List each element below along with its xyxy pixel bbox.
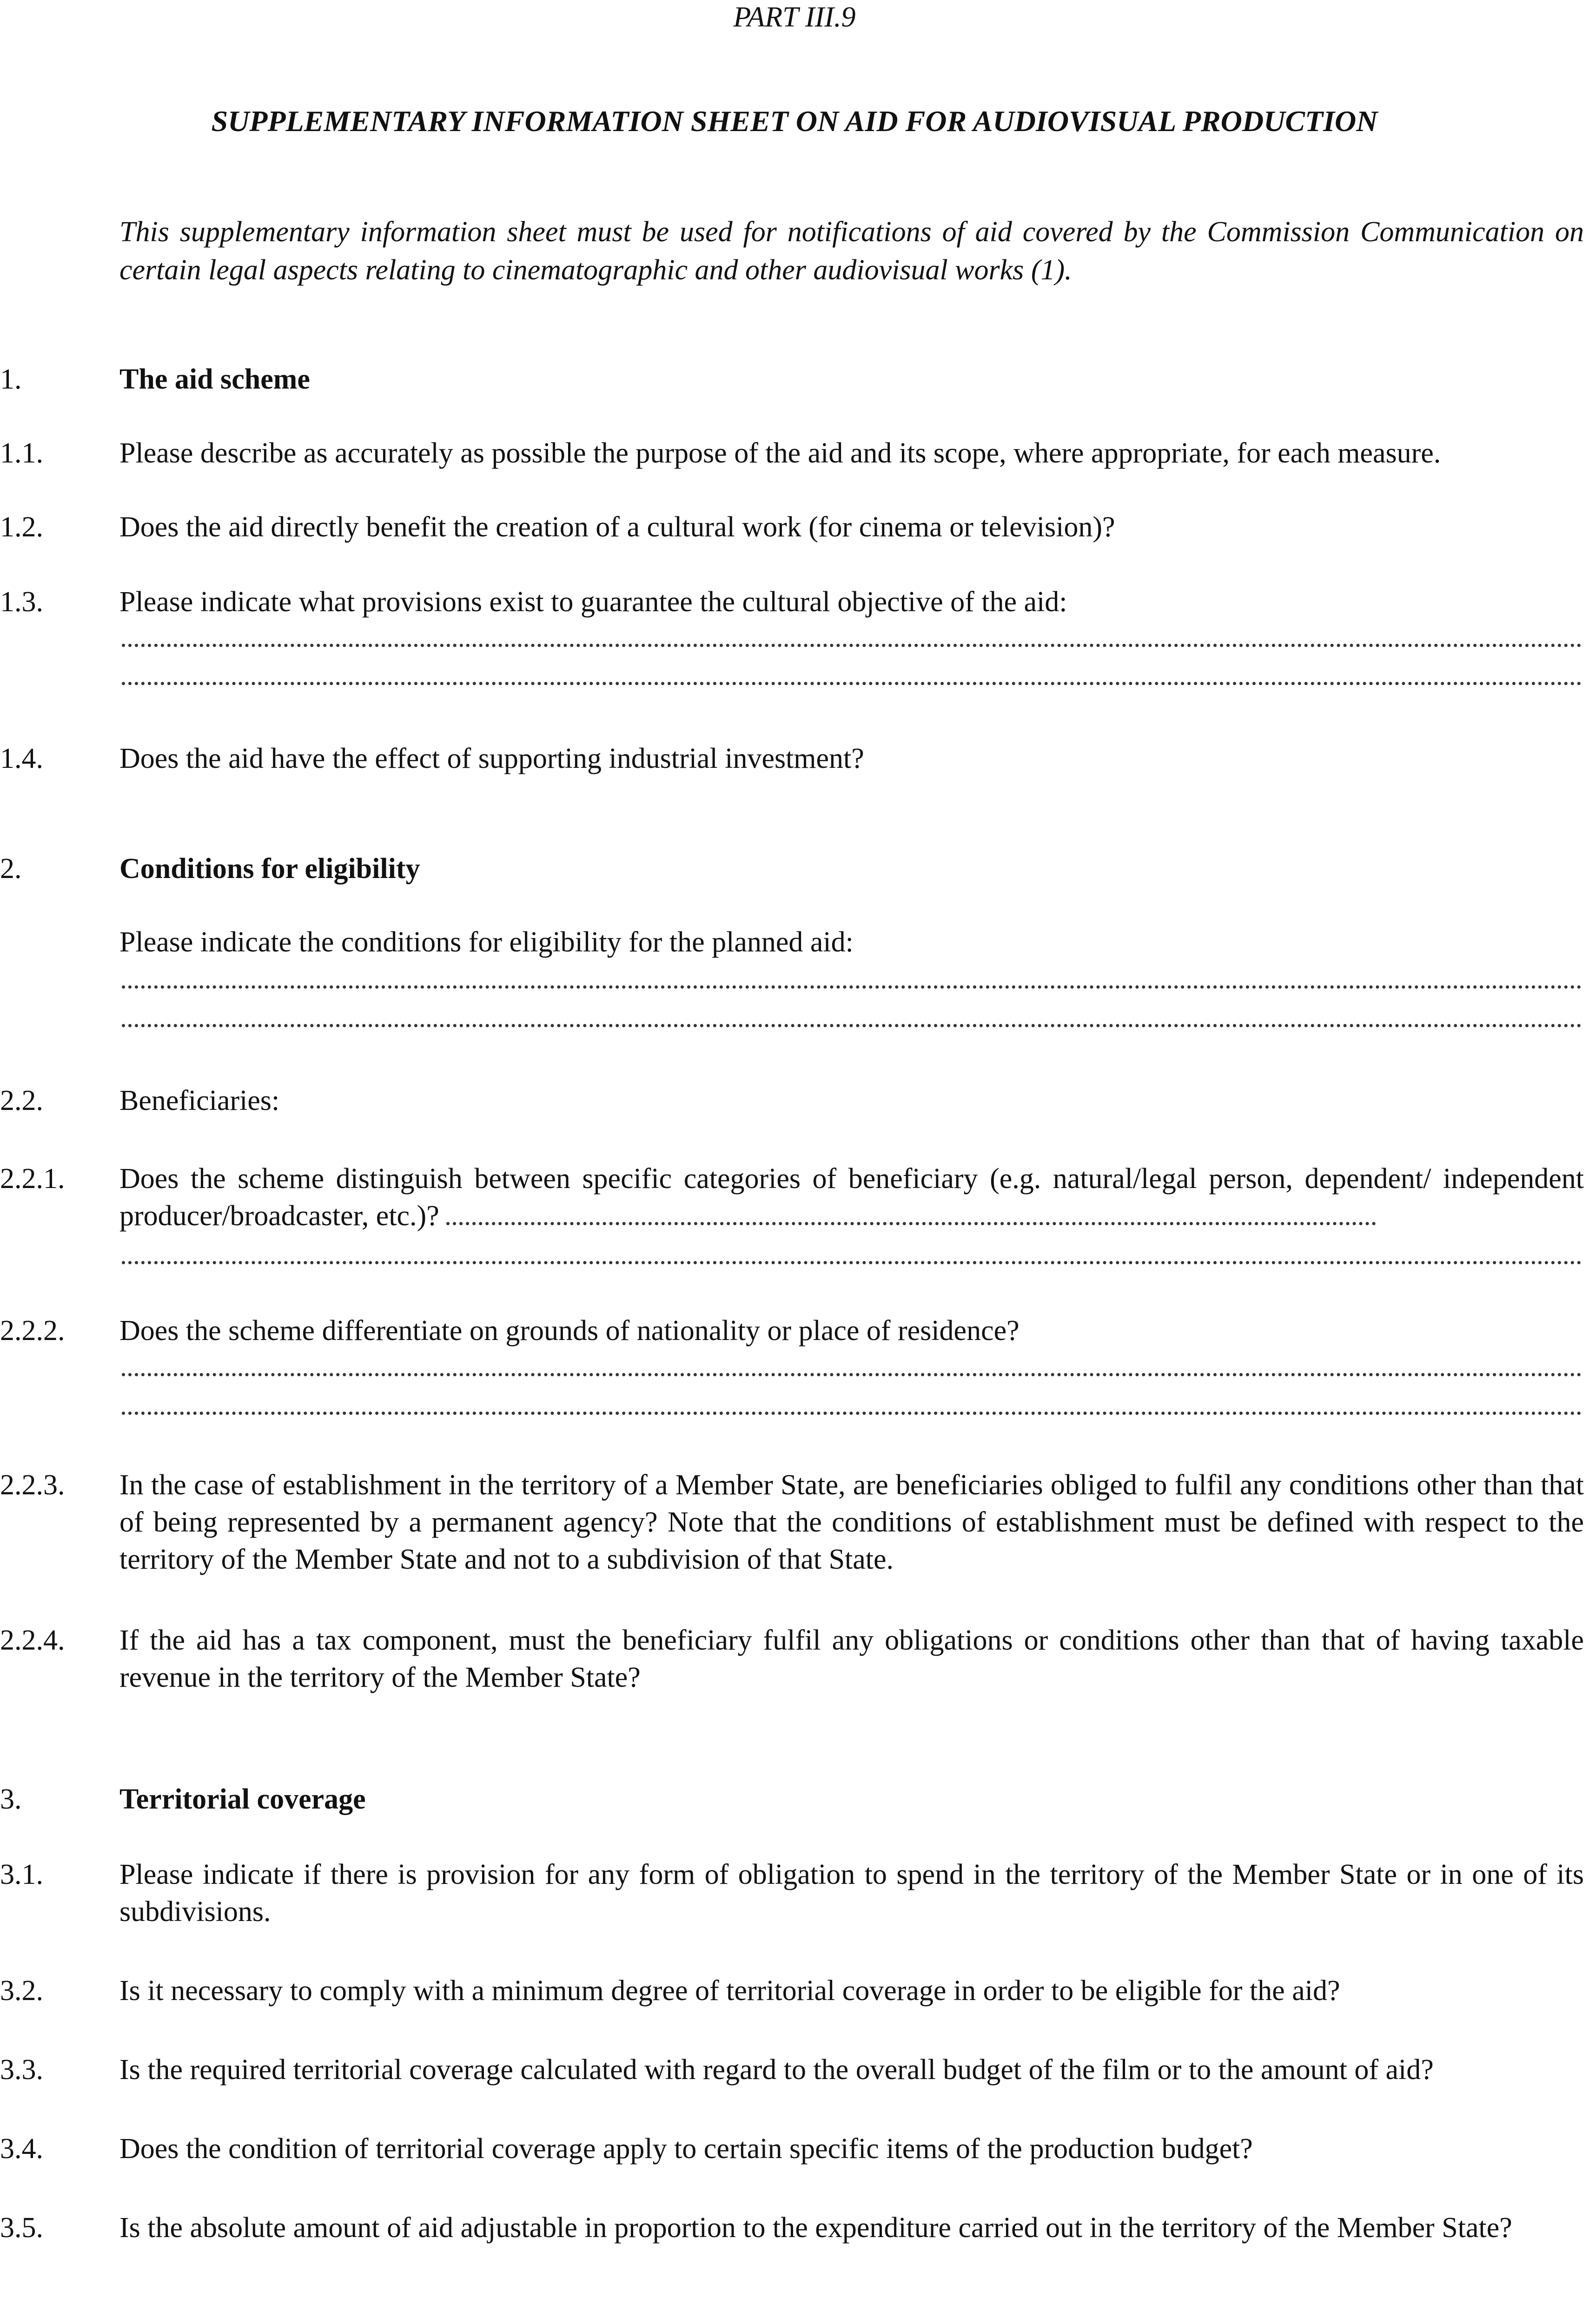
question-text (119, 1160, 1584, 1235)
question-text: Is the required territorial coverage calculated with regard to the overall budget of the film or to the amount of aid? (119, 2054, 1434, 2086)
question-text: Please describe as accurately as possible the purpose of the aid and its scope, where appropriate, for each measure. (119, 437, 1441, 469)
question-text: Please indicate what provisions exist to guarantee the cultural objective of the aid: (119, 586, 1067, 618)
question-number: 3.2. (0, 1975, 43, 2007)
answer-line[interactable] (122, 644, 1582, 647)
answer-line-inline[interactable] (446, 1222, 1376, 1225)
intro-text: This supplementary information sheet must be used for notifications of aid covered by the Commission Communication on certain legal aspects relating to cinematographic and other audiovisual works (119, 216, 1584, 286)
question-number: 3.1. (0, 1859, 43, 1890)
section-title: The aid scheme (119, 363, 310, 395)
question-number: 3.4. (0, 2133, 43, 2165)
question-text: Is it necessary to comply with a minimum degree of territorial coverage in order to be eligible for the aid? (119, 1975, 1340, 2007)
question-text: Beneficiaries: (119, 1085, 280, 1116)
answer-line[interactable] (122, 1373, 1582, 1376)
section-title: Conditions for eligibility (119, 853, 420, 885)
answer-line[interactable] (122, 682, 1582, 685)
question-text: Please indicate if there is provision for any form of obligation to spend in the territory of the Member State or in one of its subdivisions. (119, 1859, 1584, 1928)
question-number: 1.1. (0, 437, 43, 469)
question-text: If the aid has a tax component, must the beneficiary fulfil any obligations or conditions other than that of having taxable revenue in the territory of the Member State? (119, 1624, 1584, 1693)
footnote-reference[interactable]: (1). (1031, 254, 1072, 286)
question-number: 3.3. (0, 2054, 43, 2086)
section-title: Territorial coverage (119, 1783, 366, 1815)
question-text: Is the absolute amount of aid adjustable in proportion to the expenditure carried out in the territory of the Member State? (119, 2212, 1512, 2244)
answer-line[interactable] (122, 1412, 1582, 1415)
question-number: 1.4. (0, 743, 43, 774)
question-text: In the case of establishment in the territory of a Member State, are beneficiaries obliged to fulfil any conditions other than that of being represented by a permanent agency? Note that the conditions of establishment must be defined with respect to the territory of the Member State and not to a subdivision of that State. (119, 1469, 1584, 1575)
question-number: 1.3. (0, 586, 43, 618)
answer-line[interactable] (122, 1024, 1582, 1027)
question-text-content: Does the scheme distinguish between specific categories of beneficiary (e.g. natural/legal person, dependent/ independent producer/broadcaster, etc.)? (119, 1163, 1584, 1232)
page-title: SUPPLEMENTARY INFORMATION SHEET ON AID FOR AUDIOVISUAL PRODUCTION (211, 105, 1378, 138)
question-text: Does the scheme differentiate on grounds of nationality or place of residence? (119, 1315, 1020, 1347)
section-number: 1. (0, 363, 22, 395)
question-number: 2.2.4. (0, 1624, 65, 1656)
question-number: 2.2.2. (0, 1315, 65, 1347)
question-number: 2.2.1. (0, 1163, 65, 1195)
part-number: PART III.9 (733, 1, 856, 33)
intro-paragraph (119, 213, 1584, 289)
section-number: 3. (0, 1783, 22, 1815)
question-text: Please indicate the conditions for eligibility for the planned aid: (119, 926, 854, 958)
question-number: 2.2. (0, 1085, 43, 1116)
question-number: 3.5. (0, 2212, 43, 2244)
question-number: 1.2. (0, 511, 43, 543)
question-number: 2.2.3. (0, 1469, 65, 1501)
question-text: Does the aid directly benefit the creation of a cultural work (for cinema or television)? (119, 511, 1115, 543)
question-text: Does the aid have the effect of supporting industrial investment? (119, 743, 864, 774)
section-number: 2. (0, 853, 22, 885)
answer-line[interactable] (122, 1261, 1582, 1264)
answer-line[interactable] (122, 985, 1582, 989)
question-text: Does the condition of territorial coverage apply to certain specific items of the production budget? (119, 2133, 1253, 2165)
